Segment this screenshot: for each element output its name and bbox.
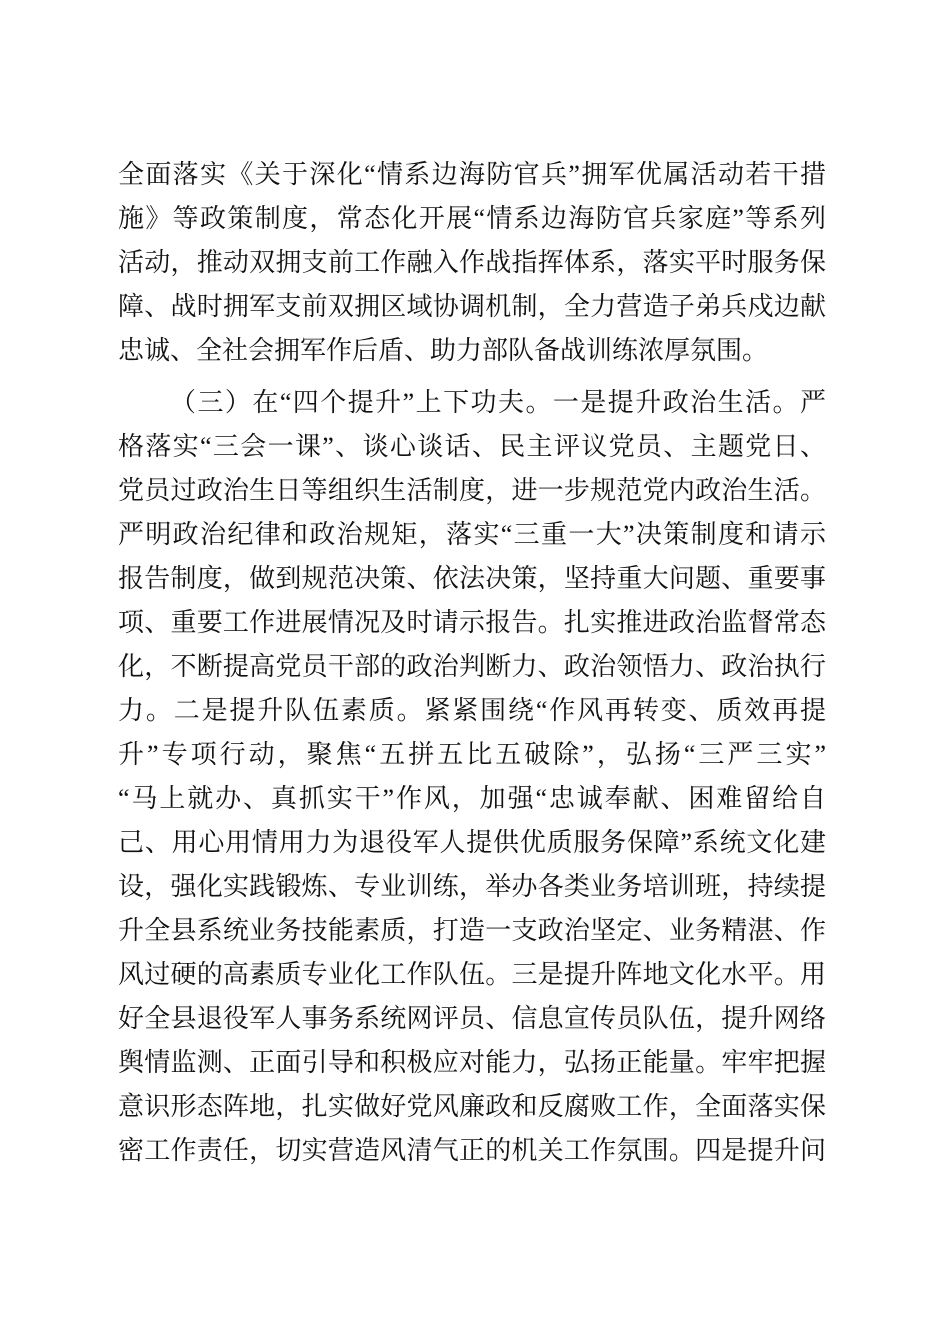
text-line: 忠诚、全社会拥军作后盾、助力部队备战训练浓厚氛围。 [118,336,769,365]
text-line: 设，强化实践锻炼、专业训练，举办各类业务培训班，持续提 [118,872,826,901]
text-line: 力。二是提升队伍素质。紧紧围绕“作风再转变、质效再提 [118,696,826,725]
text-line: （三）在“四个提升”上下功夫。一是提升政治生活。严 [170,388,826,417]
document-body [118,153,826,1173]
text-line: 项、重要工作进展情况及时请示报告。扎实推进政治监督常态 [118,608,826,637]
paragraph [118,381,826,1173]
text-line: 障、战时拥军支前双拥区域协调机制，全力营造子弟兵戍边献 [118,292,826,321]
text-line: 严明政治纪律和政治规矩，落实“三重一大”决策制度和请示 [118,520,826,549]
paragraph [118,153,826,373]
text-line: 活动，推动双拥支前工作融入作战指挥体系，落实平时服务保 [118,248,826,277]
text-line: 升全县系统业务技能素质，打造一支政治坚定、业务精湛、作 [118,916,826,945]
text-line: 化，不断提高党员干部的政治判断力、政治领悟力、政治执行 [118,652,826,681]
text-line: 升”专项行动，聚焦“五拼五比五破除”，弘扬“三严三实” [118,740,826,769]
text-line: “马上就办、真抓实干”作风，加强“忠诚奉献、困难留给自 [118,784,826,813]
text-line: 党员过政治生日等组织生活制度，进一步规范党内政治生活。 [118,476,826,505]
text-line: 好全县退役军人事务系统网评员、信息宣传员队伍，提升网络 [118,1004,826,1033]
text-line: 意识形态阵地，扎实做好党风廉政和反腐败工作，全面落实保 [118,1092,826,1121]
text-line: 施》等政策制度，常态化开展“情系边海防官兵家庭”等系列 [118,204,826,233]
text-line: 己、用心用情用力为退役军人提供优质服务保障”系统文化建 [118,828,826,857]
text-line: 密工作责任，切实营造风清气正的机关工作氛围。四是提升问 [118,1136,826,1165]
text-line: 报告制度，做到规范决策、依法决策，坚持重大问题、重要事 [118,564,826,593]
text-line: 全面落实《关于深化“情系边海防官兵”拥军优属活动若干措 [118,160,826,189]
text-line: 格落实“三会一课”、谈心谈话、民主评议党员、主题党日、 [118,432,826,461]
text-line: 风过硬的高素质专业化工作队伍。三是提升阵地文化水平。用 [118,960,826,989]
text-line: 舆情监测、正面引导和积极应对能力，弘扬正能量。牢牢把握 [118,1048,826,1077]
